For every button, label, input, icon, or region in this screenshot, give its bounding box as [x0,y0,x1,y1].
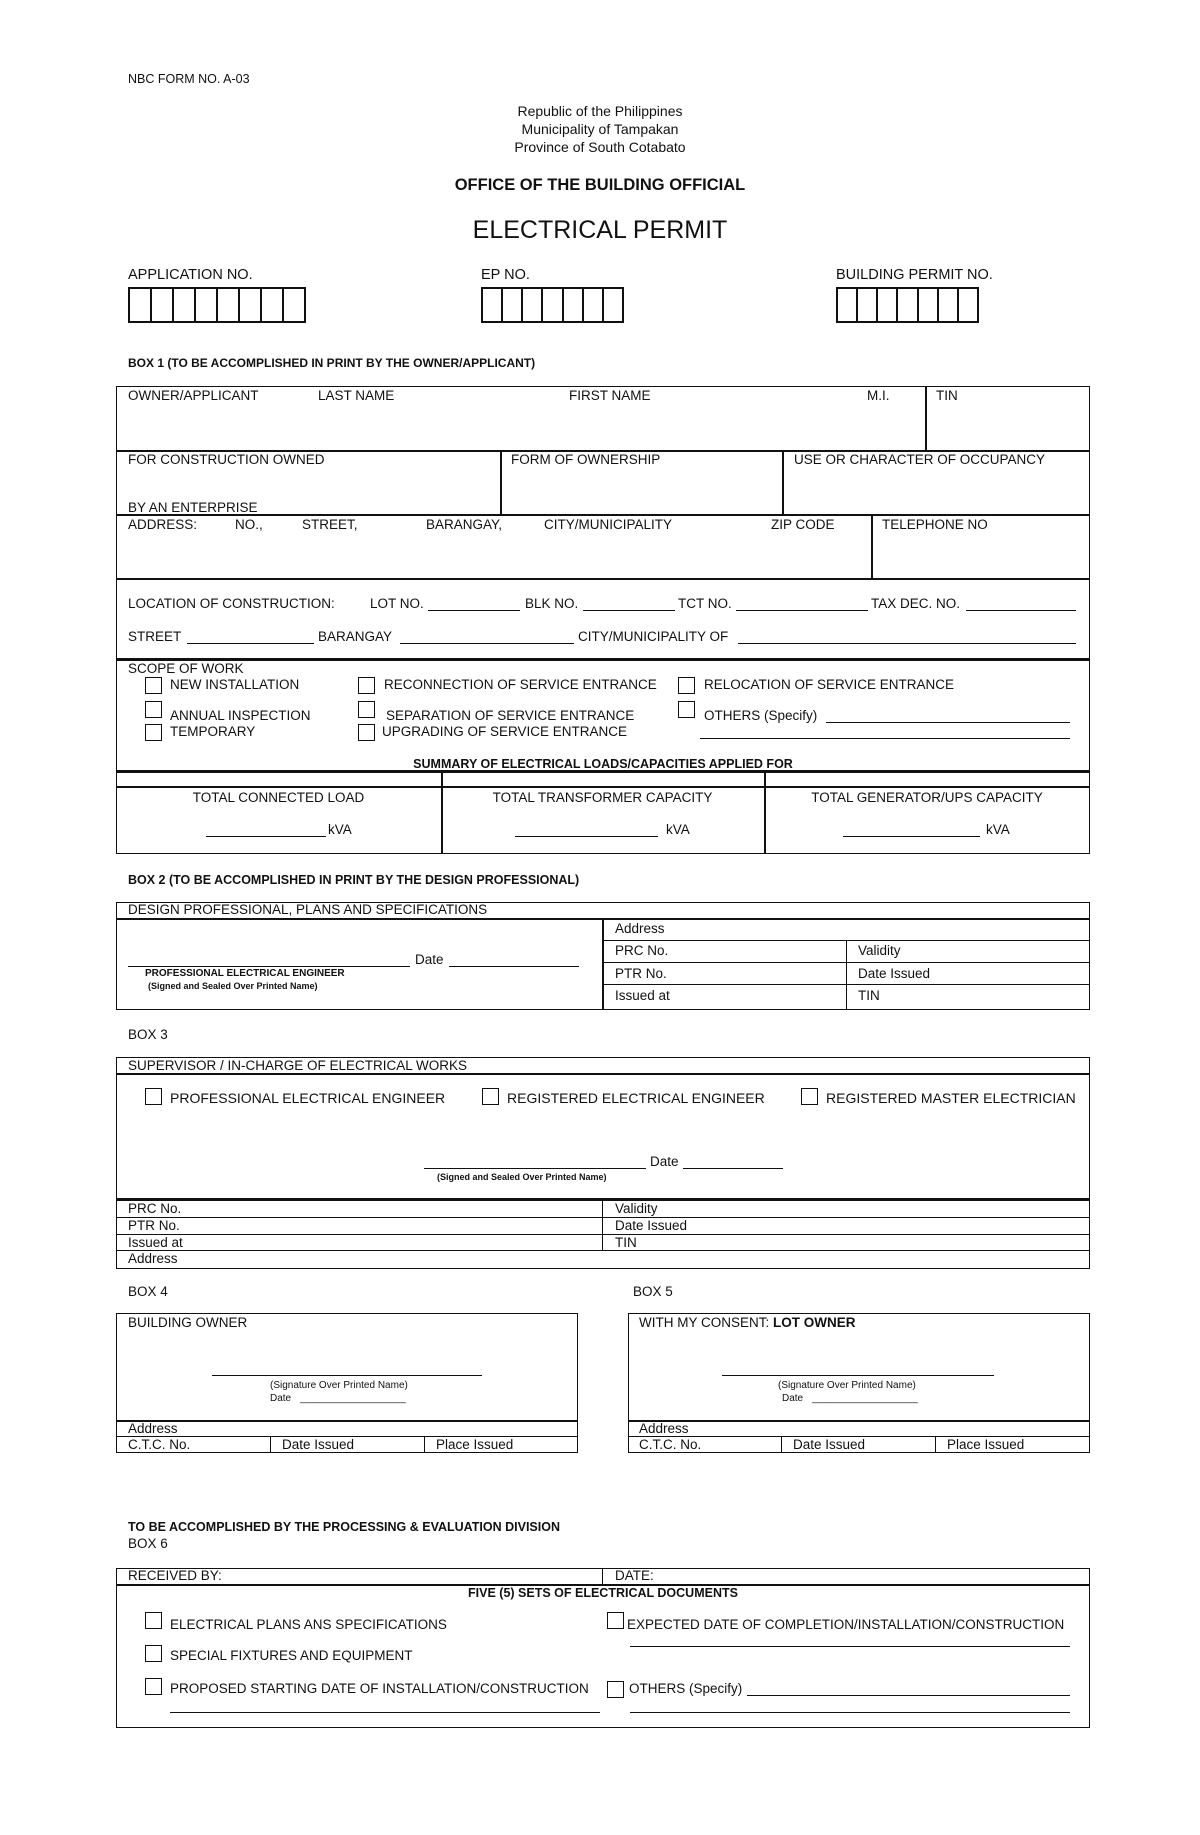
box3-prc-label: PRC No. [128,1201,182,1216]
box2-address-label: Address [615,921,665,936]
lot-owner-date-field[interactable]: ___________________ [812,1393,918,1404]
application-no-boxes[interactable] [128,287,306,323]
box5-address-label: Address [639,1421,689,1436]
engineer-signed-note: (Signed and Sealed Over Printed Name) [148,981,318,991]
supervisor-pee-label: PROFESSIONAL ELECTRICAL ENGINEER [170,1090,446,1106]
box5-title-bold: LOT OWNER [773,1315,856,1330]
header-republic: Republic of the Philippines [517,103,683,119]
tct-no-field[interactable] [736,610,868,611]
relocation-label: RELOCATION OF SERVICE ENTRANCE [704,677,955,692]
box4-ctc-label: C.T.C. No. [128,1437,191,1452]
construction-owned-label: FOR CONSTRUCTION OWNED [128,452,325,467]
first-name-label: FIRST NAME [569,388,651,403]
tct-no-label: TCT NO. [678,596,732,611]
owner-applicant-label: OWNER/APPLICANT [128,388,259,403]
box4-address-label: Address [128,1421,178,1436]
box5-ctc-label: C.T.C. No. [639,1437,702,1452]
box3-validity-label: Validity [615,1201,658,1216]
lot-owner-date-label: Date [782,1393,804,1404]
box3-heading: BOX 3 [128,1027,168,1042]
header-province: Province of South Cotabato [514,139,686,155]
others-checkbox[interactable] [678,701,695,718]
lot-no-label: LOT NO. [370,596,424,611]
loc-city-label: CITY/MUNICIPALITY OF [578,629,729,644]
box6-others-field-2[interactable] [630,1712,1070,1713]
total-connected-load-field[interactable] [206,836,326,837]
others-label: OTHERS (Specify) [704,708,818,723]
separation-checkbox[interactable] [358,701,375,718]
address-city-label: CITY/MUNICIPALITY [544,517,673,532]
owner-date-field[interactable]: ___________________ [300,1393,406,1404]
proposed-date-field[interactable] [170,1712,600,1713]
box2-title: DESIGN PROFESSIONAL, PLANS AND SPECIFICATIONS [128,902,488,917]
generator-kva-label: kVA [986,822,1010,837]
box5-title [639,1315,856,1330]
blk-no-field[interactable] [583,610,675,611]
upgrading-checkbox[interactable] [358,724,375,741]
tin-label: TIN [936,388,958,403]
box6-others-checkbox[interactable] [607,1681,624,1698]
box2-date-label: Date [415,952,444,967]
address-no-label: NO., [235,517,263,532]
scope-label: SCOPE OF WORK [128,661,244,676]
address-label: ADDRESS: [128,517,198,532]
box4-title: BUILDING OWNER [128,1315,248,1330]
others-field[interactable] [826,722,1070,723]
telephone-label: TELEPHONE NO [882,517,988,532]
box3-issued-at-label: Issued at [128,1235,183,1250]
box1-heading: BOX 1 (TO BE ACCOMPLISHED IN PRINT BY THE OWNER/APPLICANT) [128,356,536,370]
fixtures-checkbox[interactable] [145,1645,162,1662]
lot-no-field[interactable] [428,610,520,611]
plans-label: ELECTRICAL PLANS ANS SPECIFICATIONS [170,1617,447,1632]
office-title: OFFICE OF THE BUILDING OFFICIAL [454,176,746,194]
engineer-signature-field[interactable] [128,966,410,967]
supervisor-signed-note: (Signed and Sealed Over Printed Name) [437,1172,607,1182]
annual-inspection-checkbox[interactable] [145,701,162,718]
loc-street-field[interactable] [187,643,314,644]
owner-signature-note: (Signature Over Printed Name) [270,1380,408,1391]
expected-date-checkbox[interactable] [607,1612,624,1629]
received-by-label: RECEIVED BY: [128,1568,222,1583]
box5-title-prefix: WITH MY CONSENT: [639,1315,770,1330]
reconnection-label: RECONNECTION OF SERVICE ENTRANCE [384,677,657,692]
loc-street-label: STREET [128,629,182,644]
relocation-checkbox[interactable] [678,677,695,694]
box3-date-label: Date [650,1154,679,1169]
lot-owner-signature-field[interactable] [722,1375,994,1376]
proposed-date-checkbox[interactable] [145,1678,162,1695]
box3-title: SUPERVISOR / IN-CHARGE OF ELECTRICAL WORKS [128,1058,468,1073]
fixtures-label: SPECIAL FIXTURES AND EQUIPMENT [170,1648,413,1663]
tax-dec-label: TAX DEC. NO. [871,596,961,611]
total-generator-field[interactable] [843,836,980,837]
plans-checkbox[interactable] [145,1612,162,1629]
proposed-date-label: PROPOSED STARTING DATE OF INSTALLATION/CONSTRUCTION [170,1681,589,1696]
reconnection-checkbox[interactable] [358,677,375,694]
box2-tin-label: TIN [858,988,880,1003]
temporary-label: TEMPORARY [170,724,256,739]
total-transformer-field[interactable] [515,836,658,837]
box3-tin-label: TIN [615,1235,637,1250]
loc-barangay-field[interactable] [400,643,574,644]
box2-heading: BOX 2 (TO BE ACCOMPLISHED IN PRINT BY THE DESIGN PROFESSIONAL) [128,873,580,887]
connected-kva-label: kVA [328,822,352,837]
box5-place-issued-label: Place Issued [947,1437,1025,1452]
total-transformer-label: TOTAL TRANSFORMER CAPACITY [492,790,713,805]
box2-date-issued-label: Date Issued [858,966,931,981]
mi-label: M.I. [867,388,890,403]
temporary-checkbox[interactable] [145,724,162,741]
owner-signature-field[interactable] [212,1375,482,1376]
box5-heading: BOX 5 [633,1284,673,1299]
upgrading-label: UPGRADING OF SERVICE ENTRANCE [382,724,628,739]
form-of-ownership-label: FORM OF OWNERSHIP [511,452,661,467]
lot-owner-signature-note: (Signature Over Printed Name) [778,1380,916,1391]
box6-heading: BOX 6 [128,1536,168,1551]
building-permit-no-boxes[interactable] [836,287,979,323]
box4-heading: BOX 4 [128,1284,168,1299]
others-field-2[interactable] [700,738,1070,739]
box2-prc-label: PRC No. [615,943,669,958]
box2-validity-label: Validity [858,943,901,958]
building-permit-no-label: BUILDING PERMIT NO. [836,267,993,283]
box3-date-issued-label: Date Issued [615,1218,688,1233]
ep-no-boxes[interactable] [481,287,624,323]
summary-heading: SUMMARY OF ELECTRICAL LOADS/CAPACITIES APPLIED FOR [413,757,793,771]
processing-heading: TO BE ACCOMPLISHED BY THE PROCESSING & EVALUATION DIVISION [128,1520,560,1534]
form-number: NBC FORM NO. A-03 [128,72,250,86]
engineer-label: PROFESSIONAL ELECTRICAL ENGINEER [145,968,345,979]
supervisor-ree-checkbox[interactable] [482,1088,499,1105]
box6-date-label: DATE: [615,1568,654,1583]
supervisor-pee-checkbox[interactable] [145,1088,162,1105]
expected-date-field[interactable] [630,1646,1070,1647]
transformer-kva-label: kVA [666,822,690,837]
by-enterprise-label: BY AN ENTERPRISE [128,500,258,515]
application-no-label: APPLICATION NO. [128,267,253,283]
zip-code-label: ZIP CODE [771,517,835,532]
box2-ptr-label: PTR No. [615,966,667,981]
last-name-label: LAST NAME [318,388,395,403]
box6-others-field[interactable] [747,1695,1070,1696]
new-installation-checkbox[interactable] [145,677,162,694]
tax-dec-field[interactable] [966,610,1076,611]
box3-address-label: Address [128,1251,178,1266]
blk-no-label: BLK NO. [525,596,579,611]
box3-ptr-label: PTR No. [128,1218,180,1233]
box4-place-issued-label: Place Issued [436,1437,514,1452]
supervisor-ree-label: REGISTERED ELECTRICAL ENGINEER [507,1090,765,1106]
box2-issued-at-label: Issued at [615,988,670,1003]
page-title: ELECTRICAL PERMIT [472,216,728,244]
loc-city-field[interactable] [738,643,1076,644]
ep-no-label: EP NO. [481,267,530,283]
box3-date-field[interactable] [683,1168,783,1169]
use-occupancy-label: USE OR CHARACTER OF OCCUPANCY [794,452,1046,467]
box4-date-issued-label: Date Issued [282,1437,355,1452]
supervisor-rme-checkbox[interactable] [801,1088,818,1105]
box2-date-field[interactable] [449,966,579,967]
five-sets-heading: FIVE (5) SETS OF ELECTRICAL DOCUMENTS [468,1586,738,1600]
location-label: LOCATION OF CONSTRUCTION: [128,596,335,611]
total-connected-load-label: TOTAL CONNECTED LOAD [192,790,365,805]
header-municipality: Municipality of Tampakan [521,121,679,137]
box6-others-label: OTHERS (Specify) [629,1681,743,1696]
box5-date-issued-label: Date Issued [793,1437,866,1452]
annual-inspection-label: ANNUAL INSPECTION [170,708,311,723]
owner-date-label: Date [270,1393,292,1404]
loc-barangay-label: BARANGAY [318,629,393,644]
total-generator-label: TOTAL GENERATOR/UPS CAPACITY [811,790,1043,805]
new-installation-label: NEW INSTALLATION [170,677,300,692]
supervisor-signature-field[interactable] [424,1168,646,1169]
supervisor-rme-label: REGISTERED MASTER ELECTRICIAN [826,1090,1076,1106]
expected-date-label: EXPECTED DATE OF COMPLETION/INSTALLATION/CONSTRUCTION [627,1617,1065,1632]
address-barangay-label: BARANGAY, [426,517,503,532]
separation-label: SEPARATION OF SERVICE ENTRANCE [386,708,635,723]
address-street-label: STREET, [302,517,358,532]
